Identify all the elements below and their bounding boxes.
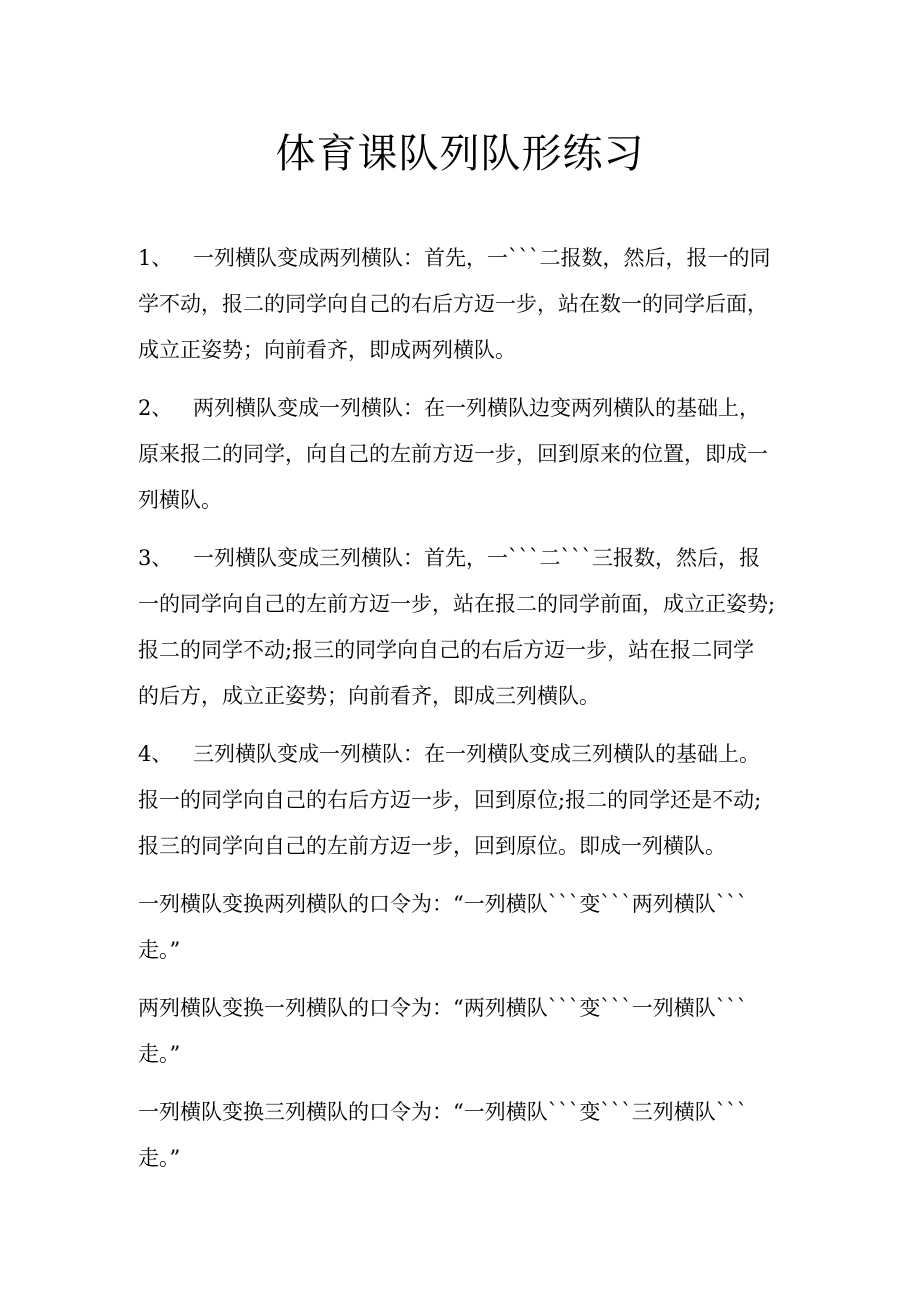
text-line bbox=[138, 242, 798, 288]
text-line bbox=[138, 484, 798, 530]
item-number: 1、 bbox=[138, 246, 173, 270]
line-text: 一的同学向自己的左前方迈一步，站在报二的同学前面，成立正姿势; bbox=[138, 592, 776, 616]
text-line bbox=[138, 392, 798, 438]
numbered-paragraph bbox=[138, 242, 798, 380]
line-text: 原来报二的同学，向自己的左前方迈一步，回到原来的位置，即成一 bbox=[138, 442, 768, 466]
item-number: 3、 bbox=[138, 546, 173, 570]
item-number: 2、 bbox=[138, 396, 173, 420]
line-text: 两列横队变成一列横队：在一列横队边变两列横队的基础上， bbox=[193, 396, 760, 420]
text-line: 走。” bbox=[138, 1042, 181, 1066]
line-text: 列横队。 bbox=[138, 488, 222, 512]
document-title: 体育课队列队形练习 bbox=[275, 131, 645, 177]
line-text: 一列横队变成两列横队：首先，一```二报数，然后，报一的同 bbox=[193, 246, 771, 270]
text-line bbox=[138, 784, 798, 830]
text-line bbox=[138, 634, 798, 680]
numbered-paragraph bbox=[138, 738, 798, 876]
line-text: 成立正姿势；向前看齐，即成两列横队。 bbox=[138, 338, 516, 362]
line-text: 报一的同学向自己的右后方迈一步，回到原位;报二的同学还是不动; bbox=[138, 788, 762, 812]
line-text: 学不动，报二的同学向自己的右后方迈一步，站在数一的同学后面， bbox=[138, 292, 768, 316]
text-line bbox=[138, 830, 798, 876]
text-line bbox=[138, 680, 798, 726]
text-line bbox=[138, 588, 798, 634]
line-text: 一列横队变成三列横队：首先，一```二```三报数，然后，报 bbox=[193, 546, 760, 570]
numbered-paragraph bbox=[138, 392, 798, 530]
numbered-paragraph bbox=[138, 542, 798, 726]
text-line bbox=[138, 542, 798, 588]
command-paragraph bbox=[138, 888, 798, 980]
command-paragraph bbox=[138, 992, 798, 1084]
item-number: 4、 bbox=[138, 742, 173, 766]
text-line: 两列横队变换一列横队的口令为：“两列横队```变```一列横队``` bbox=[138, 996, 748, 1020]
line-text: 报三的同学向自己的左前方迈一步，回到原位。即成一列横队。 bbox=[138, 834, 726, 858]
text-line: 一列横队变换三列横队的口令为：“一列横队```变```三列横队``` bbox=[138, 1100, 748, 1124]
line-text: 报二的同学不动;报三的同学向自己的右后方迈一步，站在报二同学 bbox=[138, 638, 755, 662]
text-line: 走。” bbox=[138, 1146, 181, 1170]
text-line: 走。” bbox=[138, 938, 181, 962]
text-line: 一列横队变换两列横队的口令为：“一列横队```变```两列横队``` bbox=[138, 892, 748, 916]
text-line bbox=[138, 738, 798, 784]
text-line bbox=[138, 288, 798, 334]
text-line bbox=[138, 334, 798, 380]
command-paragraph bbox=[138, 1096, 798, 1188]
text-line bbox=[138, 438, 798, 484]
line-text: 三列横队变成一列横队：在一列横队变成三列横队的基础上。 bbox=[193, 742, 760, 766]
line-text: 的后方，成立正姿势；向前看齐，即成三列横队。 bbox=[138, 684, 600, 708]
document-body bbox=[138, 242, 798, 1200]
